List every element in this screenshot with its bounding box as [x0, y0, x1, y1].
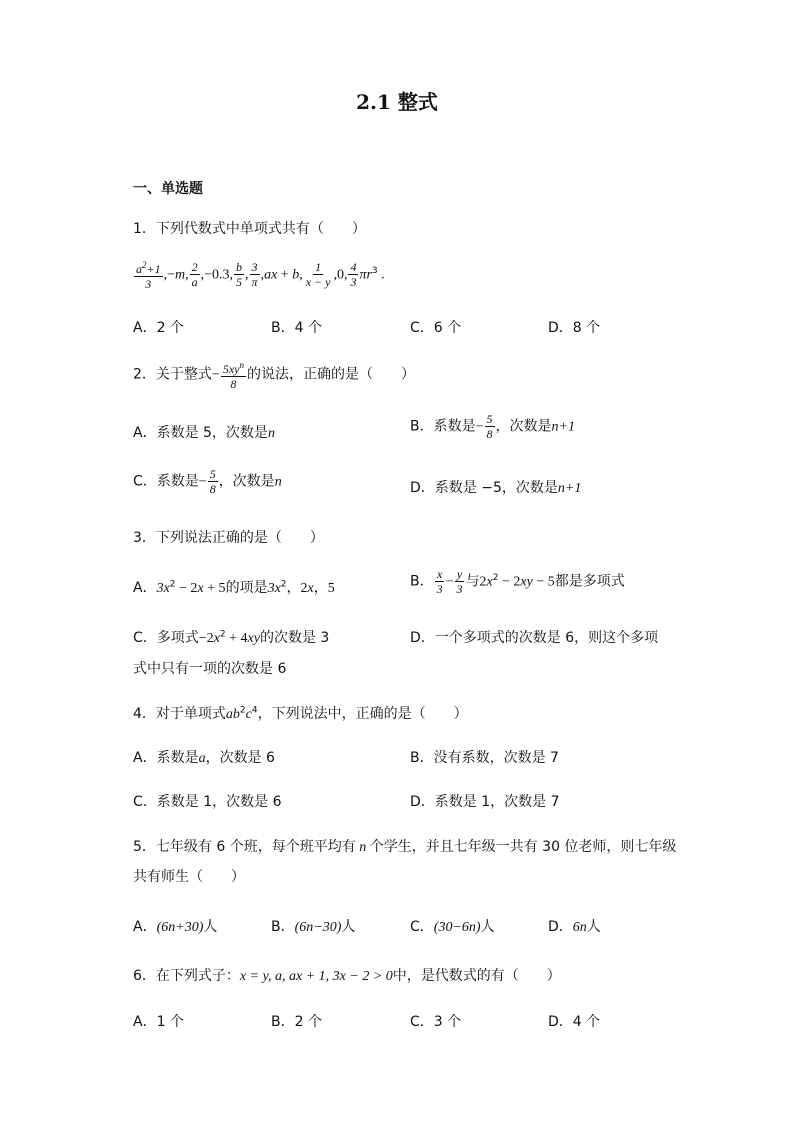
q6-stem: 6．在下列式子：x = y, a, ax + 1, 3x − 2 > 0中，是代数式的有（ ）: [133, 968, 561, 984]
q3-option-b[interactable]: B． $\frac{x}{3}$ − $\frac{y}{3}$ 与$2x^2 - 2xy - 5$都是多项式: [410, 567, 625, 596]
q4-option-c[interactable]: C．系数是 1，次数是 6: [133, 794, 282, 810]
section-heading: 一、单选题: [133, 181, 203, 197]
q2-option-c[interactable]: C．系数是− $\frac{5}{8}$ ，次数是n: [133, 467, 282, 496]
q1-option-a[interactable]: A．2 个: [133, 320, 184, 336]
q3-option-d-continued: 式中只有一项的次数是 6: [133, 661, 287, 677]
q2-option-b[interactable]: B．系数是− $\frac{5}{8}$ ，次数是n+1: [410, 412, 575, 441]
q2-option-a[interactable]: A．系数是 5，次数是n: [133, 425, 275, 441]
q1-option-d[interactable]: D．8 个: [548, 320, 601, 336]
q3-option-d[interactable]: D．一个多项式的次数是 6，则这个多项: [410, 630, 659, 646]
q4-option-d[interactable]: D．系数是 1，次数是 7: [410, 794, 560, 810]
q1-expressions: $\frac{a^2+1}{3}$ ,−m, $\frac{2}{a}$ ,−0.3, $\frac{b}{5}$ , $\frac{3}{\pi}$ ,ax + b, $\frac{1}{x - y}$ ,0, $\frac{4}{3}$ $\pi r^3$ .: [136, 260, 385, 291]
q6-option-b[interactable]: B．2 个: [271, 1014, 322, 1030]
q6-option-d[interactable]: D．4 个: [548, 1014, 601, 1030]
q5-stem-line1: 5．七年级有 6 个班，每个班平均有 n 个学生，并且七年级一共有 30 位老师，则七年级: [133, 839, 677, 855]
q1-stem: 1．下列代数式中单项式共有（ ）: [133, 221, 366, 237]
page-title: 2.1 整式: [356, 90, 438, 114]
q4-stem: 4．对于单项式$ab^2c^4$，下列说法中，正确的是（ ）: [133, 705, 468, 722]
q6-option-c[interactable]: C．3 个: [410, 1014, 462, 1030]
q5-stem-line2: 共有师生（ ）: [133, 869, 245, 885]
q5-option-b[interactable]: B．(6n−30)人: [271, 919, 356, 935]
q5-option-c[interactable]: C．(30−6n)人: [410, 919, 495, 935]
q3-option-c[interactable]: C．多项式$-2x^2 + 4xy$的次数是 3: [133, 629, 330, 646]
q3-stem: 3．下列说法正确的是（ ）: [133, 530, 324, 546]
q3-option-a[interactable]: A．$3x^2 - 2x + 5$的项是$3x^2$，2x，5: [133, 579, 335, 596]
q1-option-b[interactable]: B．4 个: [271, 320, 322, 336]
q5-option-a[interactable]: A．(6n+30)人: [133, 919, 218, 935]
q6-option-a[interactable]: A．1 个: [133, 1014, 184, 1030]
q1-option-c[interactable]: C．6 个: [410, 320, 462, 336]
q2-stem: 2．关于整式− $\frac{5xy^n}{8}$ 的说法，正确的是（ ）: [133, 360, 415, 391]
q4-option-a[interactable]: A．系数是a，次数是 6: [133, 750, 275, 766]
q5-option-d[interactable]: D．6n人: [548, 919, 601, 935]
q2-option-d[interactable]: D．系数是 −5，次数是n+1: [410, 480, 582, 496]
q4-option-b[interactable]: B．没有系数，次数是 7: [410, 750, 559, 766]
